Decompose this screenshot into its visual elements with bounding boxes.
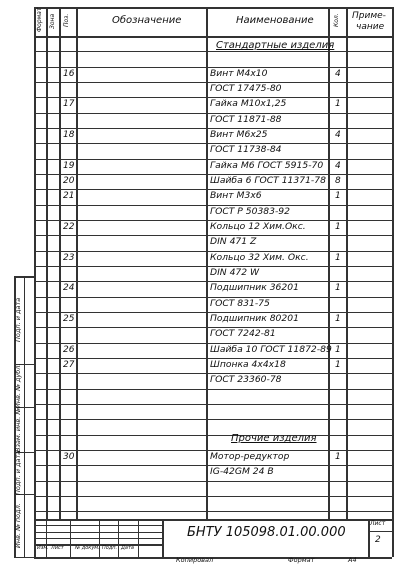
row-pos: 16 — [63, 69, 75, 79]
header-note-2: чание — [356, 22, 385, 32]
row-name: ГОСТ Р 50383-92 — [210, 206, 290, 217]
title-code: БНТУ 105098.01.00.000 — [187, 525, 346, 540]
row-name: Кольцо 32 Хим. Окс. — [210, 252, 309, 263]
title-block-top — [34, 519, 392, 521]
row-pos: 22 — [63, 222, 75, 232]
header-qty: Кол. — [333, 13, 340, 27]
row-line — [34, 435, 392, 436]
row-line — [34, 51, 392, 52]
row-name: Шпонка 4х4х18 — [210, 359, 286, 370]
row-qty: 4 — [335, 161, 341, 171]
side-strip-divider — [14, 276, 34, 277]
title-col-label: Дата — [121, 545, 134, 551]
row-name: Гайка М6 ГОСТ 5915-70 — [210, 160, 324, 171]
title-block-divider — [162, 519, 164, 557]
row-pos: 23 — [63, 253, 75, 263]
frame-top — [34, 7, 392, 9]
side-vzam-inv: Взам. инв. № — [14, 407, 22, 452]
title-col-label: № докум. — [75, 545, 100, 551]
side-podp-data-2: Подп. и дата — [14, 297, 22, 342]
row-pos: 27 — [63, 360, 75, 370]
row-pos: 24 — [63, 283, 75, 293]
column-line — [206, 7, 208, 519]
side-inv-dubl: Инв. № дубл. — [14, 363, 22, 408]
row-name: Шайба 10 ГОСТ 11872-89 — [210, 344, 332, 355]
row-name: ГОСТ 23360-78 — [210, 374, 282, 385]
column-line — [59, 7, 61, 519]
row-qty: 1 — [335, 191, 341, 201]
row-name: IG-42GM 24 В — [210, 466, 274, 477]
row-qty: 8 — [335, 176, 341, 186]
row-pos: 30 — [63, 452, 75, 462]
column-line — [46, 7, 48, 519]
title-block-row — [34, 525, 162, 526]
row-pos: 21 — [63, 191, 75, 201]
side-inv-podl: Инв. № подл. — [14, 502, 22, 548]
row-line — [34, 481, 392, 482]
row-name: DIN 472 W — [210, 267, 260, 278]
row-name: ГОСТ 17475-80 — [210, 83, 282, 94]
row-name: Подшипник 80201 — [210, 313, 299, 324]
title-block-row — [34, 538, 162, 539]
row-name: Мотор-редуктор — [210, 451, 290, 462]
row-qty: 1 — [335, 99, 341, 109]
format-label: Формат — [288, 556, 315, 564]
row-name: Винт М6х25 — [210, 129, 268, 140]
title-col-label: Изм. — [37, 545, 49, 551]
row-name: Шайба 6 ГОСТ 11371-78 — [210, 175, 326, 186]
row-line — [34, 496, 392, 497]
row-name: ГОСТ 831-75 — [210, 298, 270, 309]
row-line — [34, 419, 392, 420]
sheet-label: Лист — [370, 520, 386, 527]
row-qty: 1 — [335, 360, 341, 370]
row-qty: 1 — [335, 253, 341, 263]
row-pos: 17 — [63, 99, 75, 109]
row-name: ГОСТ 11871-88 — [210, 114, 282, 125]
row-pos: 26 — [63, 345, 75, 355]
row-qty: 1 — [335, 222, 341, 232]
header-name: Наименование — [236, 15, 314, 26]
side-podp-data-1: Подп. и дата — [14, 450, 22, 495]
side-strip-divider — [14, 557, 34, 558]
row-name: ГОСТ 11738-84 — [210, 144, 282, 155]
section-other: Прочие изделия — [231, 433, 317, 444]
copied-label: Копировал — [176, 556, 214, 564]
row-qty: 1 — [335, 345, 341, 355]
column-line — [328, 7, 330, 519]
row-qty: 1 — [335, 314, 341, 324]
title-col-label: Лист — [51, 545, 64, 551]
title-block-row — [34, 532, 162, 533]
row-qty: 4 — [335, 130, 341, 140]
sheet-cell-divider — [368, 531, 392, 532]
row-name: Кольцо 12 Хим.Окс. — [210, 221, 306, 232]
header-format: Формат — [36, 7, 43, 32]
row-pos: 18 — [63, 130, 75, 140]
header-pos: Поз. — [63, 13, 70, 27]
row-name: ГОСТ 7242-81 — [210, 328, 276, 339]
section-standard: Стандартные изделия — [216, 40, 335, 51]
row-line — [34, 511, 392, 512]
row-qty: 1 — [335, 452, 341, 462]
title-col-label: Подп. — [102, 545, 118, 551]
frame-right — [392, 7, 394, 557]
row-name: DIN 471 Z — [210, 236, 257, 247]
row-line — [34, 389, 392, 390]
header-designation: Обозначение — [112, 15, 182, 26]
header-note-1: Приме- — [352, 11, 386, 21]
frame-left — [34, 7, 36, 557]
format-value: А4 — [348, 556, 357, 564]
row-qty: 4 — [335, 69, 341, 79]
side-strip-inner — [24, 276, 25, 557]
header-zone: Зона — [49, 13, 56, 29]
row-name: Подшипник 36201 — [210, 282, 299, 293]
row-line — [34, 404, 392, 405]
row-name: Винт М3х6 — [210, 190, 262, 201]
sheet-number: 2 — [375, 535, 381, 545]
header-bottom-line — [34, 36, 392, 38]
row-name: Винт М4х10 — [210, 68, 268, 79]
row-name: Гайка М10х1,25 — [210, 98, 287, 109]
row-qty: 1 — [335, 283, 341, 293]
row-pos: 25 — [63, 314, 75, 324]
row-pos: 19 — [63, 161, 75, 171]
column-line — [76, 7, 78, 519]
row-pos: 20 — [63, 176, 75, 186]
column-line — [346, 7, 348, 519]
